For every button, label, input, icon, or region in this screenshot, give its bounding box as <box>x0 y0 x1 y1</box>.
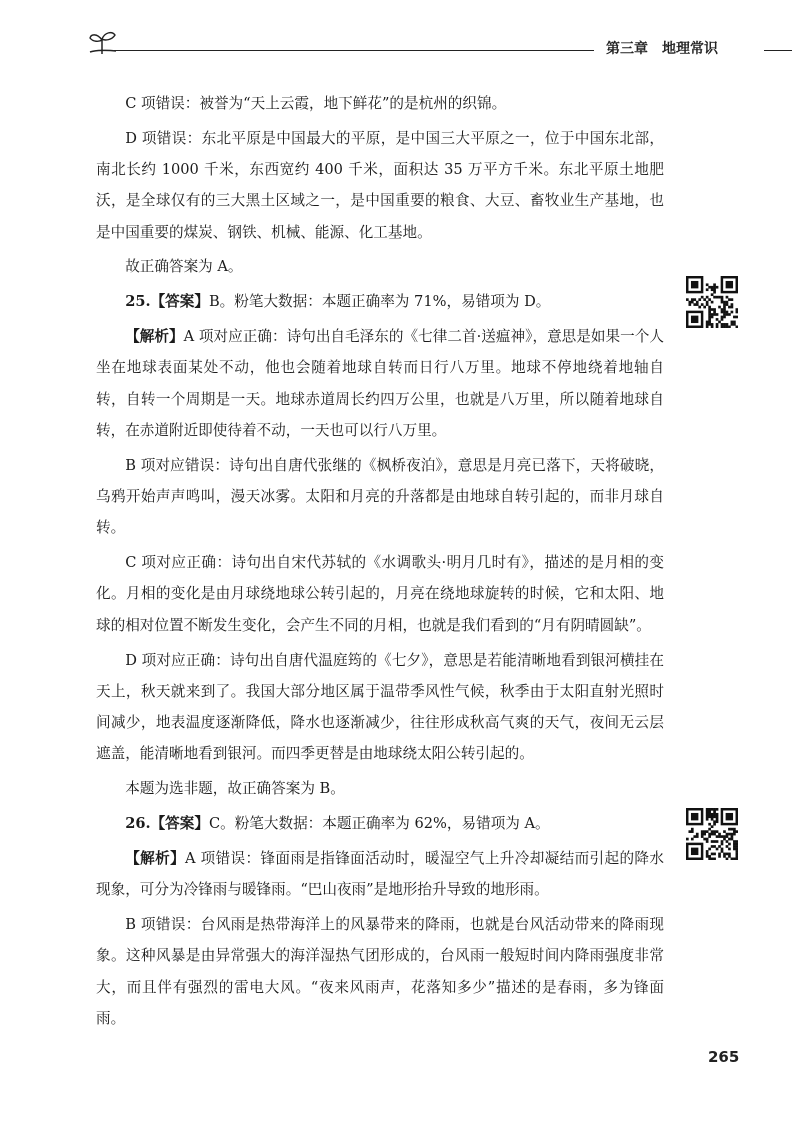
qr-code-icon[interactable] <box>686 808 738 860</box>
chapter-title <box>606 38 718 58</box>
sprout-icon <box>88 30 118 56</box>
header-rule-left <box>114 50 594 51</box>
answer-tag: 25.【答案】 <box>125 293 209 311</box>
analysis-paragraph: 【解析】A 项错误：锋面雨是指锋面活动时，暖湿空气上升冷却凝结而引起的降水现象，可分为冷锋雨与暖锋雨。“巴山夜雨”是地形抬升导致的地形雨。 <box>96 849 664 899</box>
paragraph: D 项错误：东北平原是中国最大的平原，是中国三大平原之一，位于中国东北部，南北长约 1000 千米，东西宽约 400 千米，面积达 35 万平方千米。东北平原土地肥沃，是全球仅有的三大黑土区域之一，是中国重要的粮食、大豆、畜牧业生产基地，也是中国重要的煤炭、钢铁、机械、能源、化工基地。 <box>96 129 664 241</box>
answer-paragraph: 25.【答案】B。粉笔大数据：本题正确率为 71%，易错项为 D。 <box>125 293 551 311</box>
paragraph: B 项对应错误：诗句出自唐代张继的《枫桥夜泊》，意思是月亮已落下，天将破晓，乌鸦开始声声鸣叫，漫天冰雾。太阳和月亮的升落都是由地球自转引起的，而非月球自转。 <box>96 456 664 537</box>
chapter-number: 第三章 <box>606 41 648 57</box>
paragraph: B 项错误：台风雨是热带海洋上的风暴带来的降雨，也就是台风活动带来的降雨现象。这种风暴是由异常强大的海洋湿热气团形成的，台风雨一般短时间内降雨强度非常大，而且伴有强烈的雷电大风。“夜来风雨声，花落知多少”描述的是春雨，多为锋面雨。 <box>96 915 664 1027</box>
paragraph: C 项对应正确：诗句出自宋代苏轼的《水调歌头·明月几时有》，描述的是月相的变化。月相的变化是由月球绕地球公转引起的，月亮在绕地球旋转的时候，它和太阳、地球的相对位置不断发生变化，会产生不同的月相，也就是我们看到的“月有阴晴圆缺”。 <box>96 554 664 634</box>
answer-paragraph: 26.【答案】C。粉笔大数据：本题正确率为 62%，易错项为 A。 <box>125 815 550 833</box>
paragraph: 本题为选非题，故正确答案为 B。 <box>125 780 345 798</box>
paragraph: C 项错误：被誉为“天上云霞，地下鲜花”的是杭州的织锦。 <box>125 95 507 112</box>
paragraph: D 项对应正确：诗句出自唐代温庭筠的《七夕》，意思是若能清晰地看到银河横挂在天上，秋天就来到了。我国大部分地区属于温带季风性气候，秋季由于太阳直射光照时间减少，地表温度逐渐降低，降水也逐渐减少，往往形成秋高气爽的天气，夜间无云层遮盖，能清晰地看到银河。而四季更替是由地球绕太阳公转引起的。 <box>96 651 664 763</box>
paragraph: 故正确答案为 A。 <box>125 258 243 276</box>
qr-code-icon[interactable] <box>686 276 738 328</box>
analysis-tag: 【解析】 <box>125 849 186 867</box>
answer-tag: 26.【答案】 <box>125 815 209 833</box>
page-number: 265 <box>708 1048 740 1066</box>
chapter-name: 地理常识 <box>662 41 718 57</box>
page-body <box>96 88 664 1038</box>
running-header <box>88 30 792 60</box>
analysis-paragraph: 【解析】A 项对应正确：诗句出自毛泽东的《七律二首·送瘟神》，意思是如果一个人坐在地球表面某处不动，他也会随着地球自转而日行八万里。地球不停地绕着地轴自转，自转一个周期是一天。地球赤道周长约四万公里，也就是八万里，所以随着地球自转，在赤道附近即使待着不动，一天也可以行八万里。 <box>96 328 664 439</box>
analysis-tag: 【解析】 <box>125 328 184 346</box>
header-rule-right <box>764 50 792 51</box>
